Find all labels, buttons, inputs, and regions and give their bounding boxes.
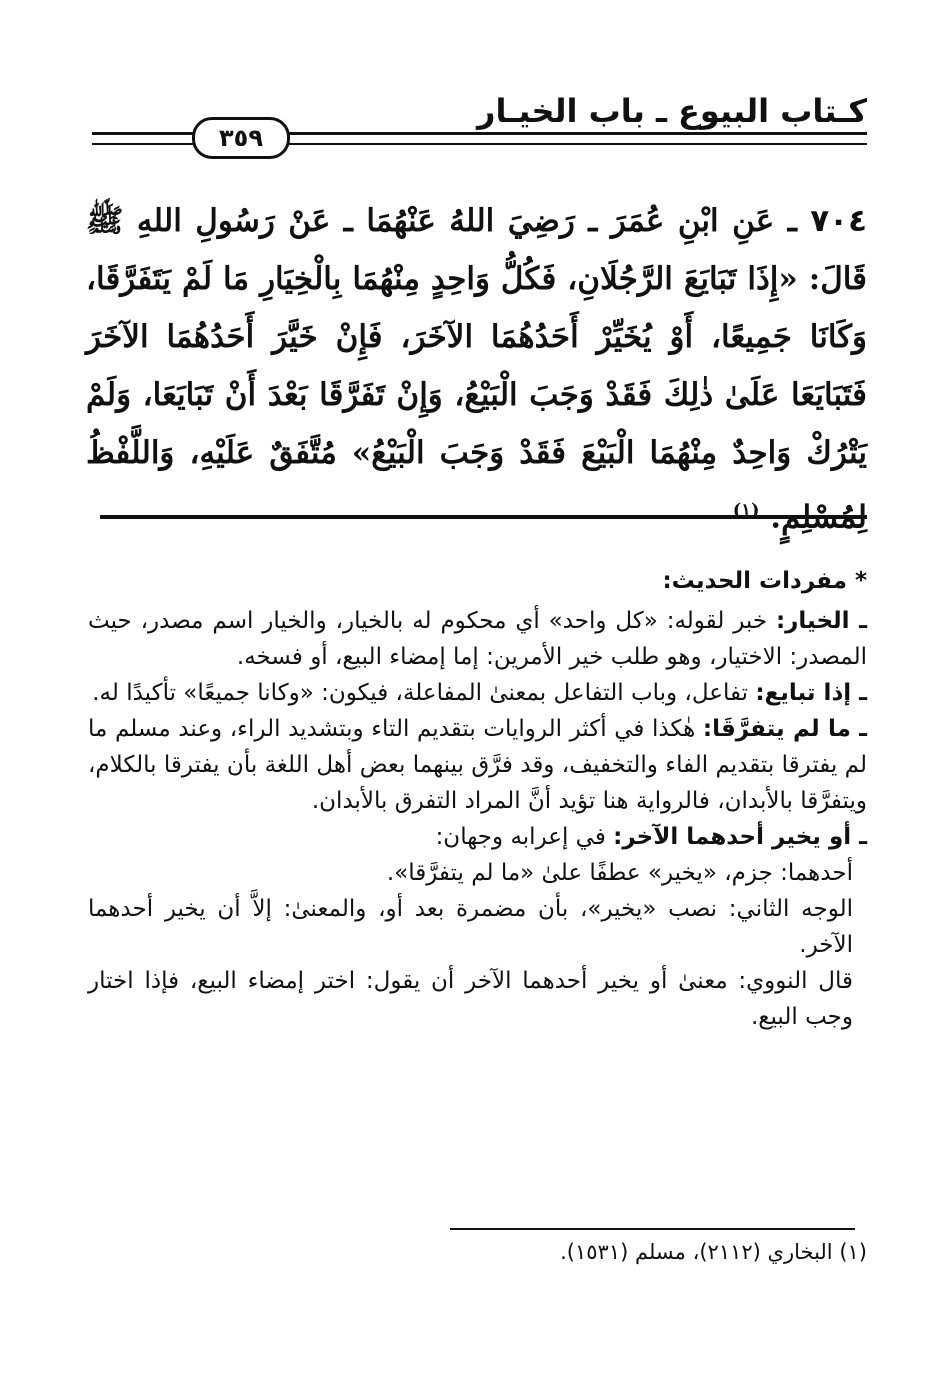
page-number: ٣٥٩ bbox=[192, 117, 290, 159]
vocab-entry bbox=[88, 675, 867, 711]
vocabulary-section bbox=[88, 563, 867, 1035]
section-divider bbox=[100, 515, 867, 519]
vocab-term: ـ أو يخير أحدهما الآخر: bbox=[613, 824, 867, 850]
vocab-term: ـ الخيار: bbox=[775, 608, 867, 634]
footnote-ref: (١) bbox=[732, 500, 760, 521]
hadith-text bbox=[86, 192, 867, 546]
vocab-term: ـ ما لم يتفرَّقَا: bbox=[702, 716, 868, 742]
footnote: (١) البخاري (٢١١٢)، مسلم (١٥٣١). bbox=[560, 1240, 867, 1264]
first-way: أحدهما: جزم، «يخير» عطفًا علىٰ «ما لم يتفرَّقا». bbox=[386, 860, 853, 886]
hadith-body: عَنِ ابْنِ عُمَرَ ـ رَضِيَ اللهُ عَنْهُمَا ـ عَنْ رَسُولِ اللهِ ﷺ قَالَ: «إِذَا تَبَايَعَ الرَّجُلَانِ، فَكُلُّ وَاحِدٍ مِنْهُمَا بِالْخِيَارِ مَا لَمْ يَتَفَرَّقَا، وَكَانَا جَمِيعًا، أَوْ يُخَيِّرْ أَحَدُهُمَا الآخَرَ، فَإِنْ خَيَّرَ أَحَدُهُمَا الآخَرَ فَتَبَايَعَا عَلَىٰ ذٰلِكَ فَقَدْ وَجَبَ الْبَيْعُ، وَإِنْ تَفَرَّقَا بَعْدَ أَنْ تَبَايَعَا، وَلَمْ يَتْرُكْ وَاحِدٌ مِنْهُمَا الْبَيْعَ فَقَدْ وَجَبَ الْبَيْعُ» مُتَّفَقٌ عَلَيْهِ، وَاللَّفْظُ لِمُسْلِمٍ. bbox=[86, 203, 867, 536]
vocab-definition: هٰكذا في أكثر الروايات بتقديم التاء وبتشديد الراء، وعند مسلم ما لم يفترقا بتقديم الفاء والتخفيف، وقد فرَّق بينهما بعض أهل اللغة بأن يفترقا بالكلام، ويتفرَّقا بالأبدان، فالرواية هنا تؤيد أنَّ المراد التفرق بالأبدان. bbox=[88, 716, 867, 814]
vocab-entry bbox=[88, 603, 867, 675]
vocabulary-heading: * مفردات الحديث: bbox=[662, 568, 867, 594]
running-title: كـتاب البيوع ـ باب الخيـار bbox=[477, 92, 867, 130]
vocab-definition: خبر لقوله: «كل واحد» أي محكوم له بالخيار، والخيار اسم مصدر، حيث المصدر: الاختيار، وهو طلب خير الأمرين: إما إمضاء البيع، أو فسخه. bbox=[88, 608, 867, 670]
vocab-term: ـ إذا تبايع: bbox=[755, 680, 867, 706]
vocab-entry bbox=[88, 711, 867, 819]
vocab-definition: في إعرابه وجهان: bbox=[435, 824, 606, 850]
nawawi-comment: قال النووي: معنىٰ أو يخير أحدهما الآخر أن يقول: اختر إمضاء البيع، فإذا اختار وجب البيع. bbox=[88, 968, 853, 1030]
second-way: الوجه الثاني: نصب «يخير»، بأن مضمرة بعد أو، والمعنىٰ: إلاَّ أن يخير أحدهما الآخر. bbox=[88, 896, 853, 958]
footnote-rule bbox=[450, 1228, 855, 1230]
hadith-number: ٧٠٤ bbox=[810, 203, 868, 239]
vocab-entry bbox=[88, 819, 867, 855]
hadith-dash: ـ bbox=[787, 203, 797, 239]
vocab-definition: تفاعل، وباب التفاعل بمعنىٰ المفاعلة، فيكون: «وكانا جميعًا» تأكيدًا له. bbox=[92, 680, 749, 706]
